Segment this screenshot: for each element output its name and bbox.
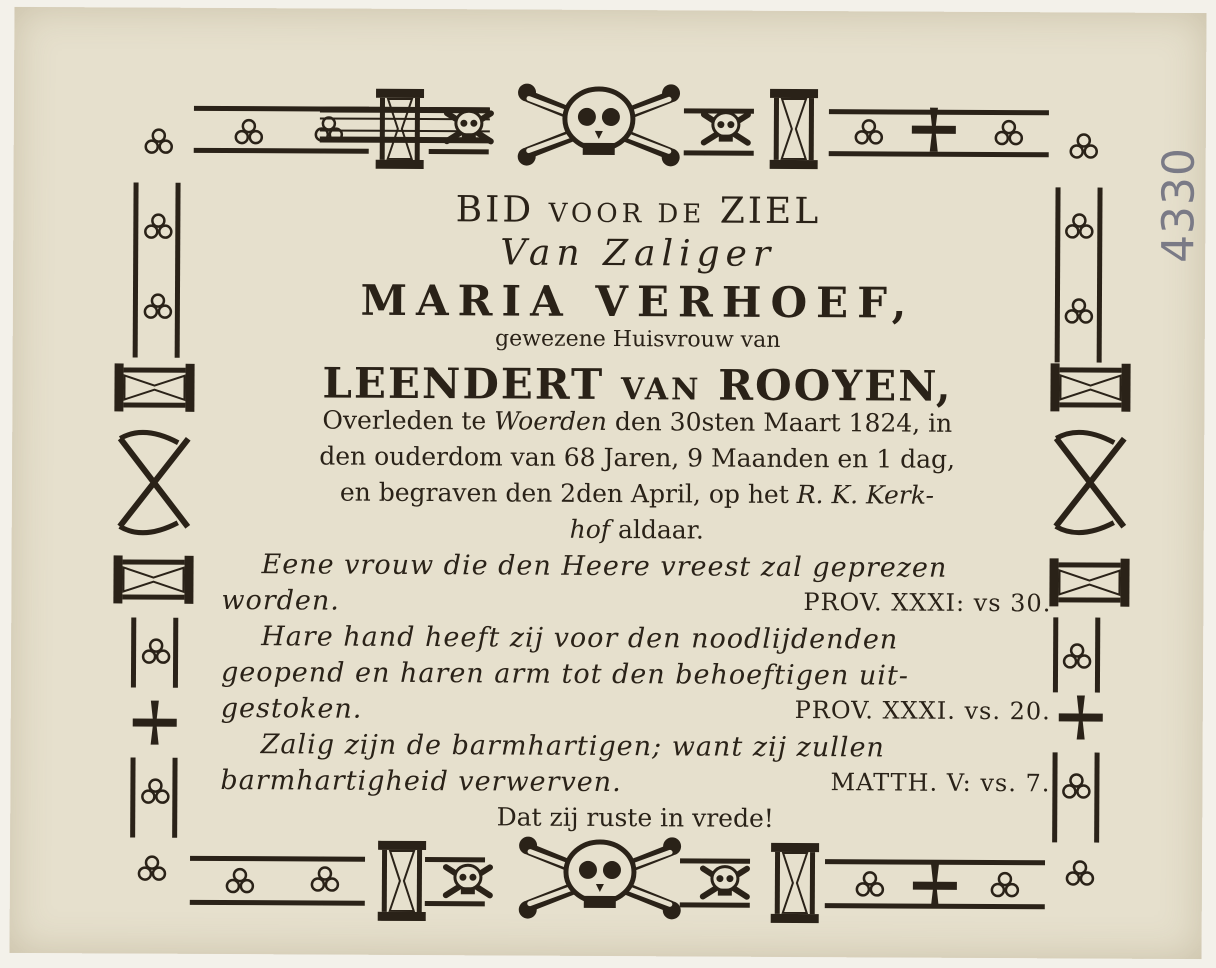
flower-icon (996, 121, 1022, 144)
flower-icon (312, 867, 338, 890)
flower-icon (1066, 214, 1092, 237)
relation: gewezene Huisvrouw van (495, 326, 781, 353)
verse-2-line-3: gestoken. PROV. XXXI. vs. 20. (220, 692, 1051, 726)
flower-icon (992, 873, 1018, 896)
verse-1-line-2: worden. PROV. XXXI: vs 30. (221, 584, 1052, 618)
flower-icon (142, 780, 168, 803)
verse-2-line-2: geopend en haren arm tot den behoeftigen uit- (220, 656, 909, 692)
cross-pattee-icon (133, 701, 177, 745)
verse-1-line-1: Eene vrouw die den Heere vreest zal geprezen (261, 549, 948, 584)
flower-icon (1063, 774, 1089, 797)
hourglass-icon (771, 843, 819, 923)
skull-crossbones-icon (519, 837, 681, 920)
flower-icon (146, 130, 172, 153)
flower-icon (236, 120, 262, 143)
hourglass-icon (114, 363, 194, 411)
verse-reference: PROV. XXXI. vs. 20. (794, 695, 1051, 726)
flower-icon (139, 857, 165, 880)
hourglass-icon (770, 89, 818, 169)
flower-icon (856, 120, 882, 143)
verse-reference: PROV. XXXI: vs 30. (803, 588, 1052, 618)
skull-crossbones-icon (447, 111, 491, 141)
inventory-number: 4330 (1153, 146, 1205, 264)
hourglass-icon (378, 841, 426, 921)
verse-2-line-1: Hare hand heeft zij voor den noodlijdenden (261, 621, 899, 656)
verse-3-line-2: barmhartigheid verwerven. MATTH. V: vs. 7. (220, 764, 1051, 799)
closing-line: Dat zij ruste in vrede! (496, 802, 774, 833)
details-line-2: den ouderdom van 68 Jaren, 9 Maanden en 1 dag, (319, 441, 956, 474)
skull-crossbones-icon (518, 84, 680, 167)
flower-icon (1067, 861, 1093, 884)
skull-crossbones-icon (446, 865, 490, 895)
verse-reference: MATTH. V: vs. 7. (830, 768, 1051, 798)
verse-3-line-1: Zalig zijn de barmhartigen; want zij zullen (260, 729, 885, 764)
flower-icon (857, 872, 883, 895)
crossed-scythes-icon (1056, 432, 1125, 533)
van-zaliger: Van Zaliger (500, 232, 777, 275)
flower-icon (145, 295, 171, 318)
hourglass-icon (1049, 558, 1129, 606)
heading: BID VOOR DE ZIEL (455, 189, 822, 233)
flower-icon (1064, 644, 1090, 667)
crossed-scythes-icon (120, 432, 189, 533)
details-line-3: en begraven den 2den April, op het R. K. Kerk- (339, 477, 935, 510)
details-line-1: Overleden te Woerden den 30sten Maart 1824, in (322, 405, 953, 438)
flower-icon (227, 869, 253, 892)
flower-icon (1066, 299, 1092, 322)
skull-crossbones-icon (703, 867, 747, 897)
hourglass-icon (376, 89, 424, 169)
cross-pattee-icon (913, 864, 957, 908)
husband-name: LEENDERT VAN ROOYEN, (322, 358, 953, 411)
flower-icon (143, 640, 169, 663)
mourning-card (10, 7, 1207, 959)
skull-crossbones-icon (704, 112, 748, 142)
hourglass-icon (113, 555, 193, 603)
hourglass-icon (1050, 363, 1130, 411)
flower-icon (1071, 134, 1097, 157)
details-line-4: hof aldaar. (569, 514, 704, 545)
flower-icon (145, 215, 171, 238)
deceased-name: MARIA VERHOEF, (360, 275, 916, 328)
cross-pattee-icon (1059, 695, 1103, 739)
